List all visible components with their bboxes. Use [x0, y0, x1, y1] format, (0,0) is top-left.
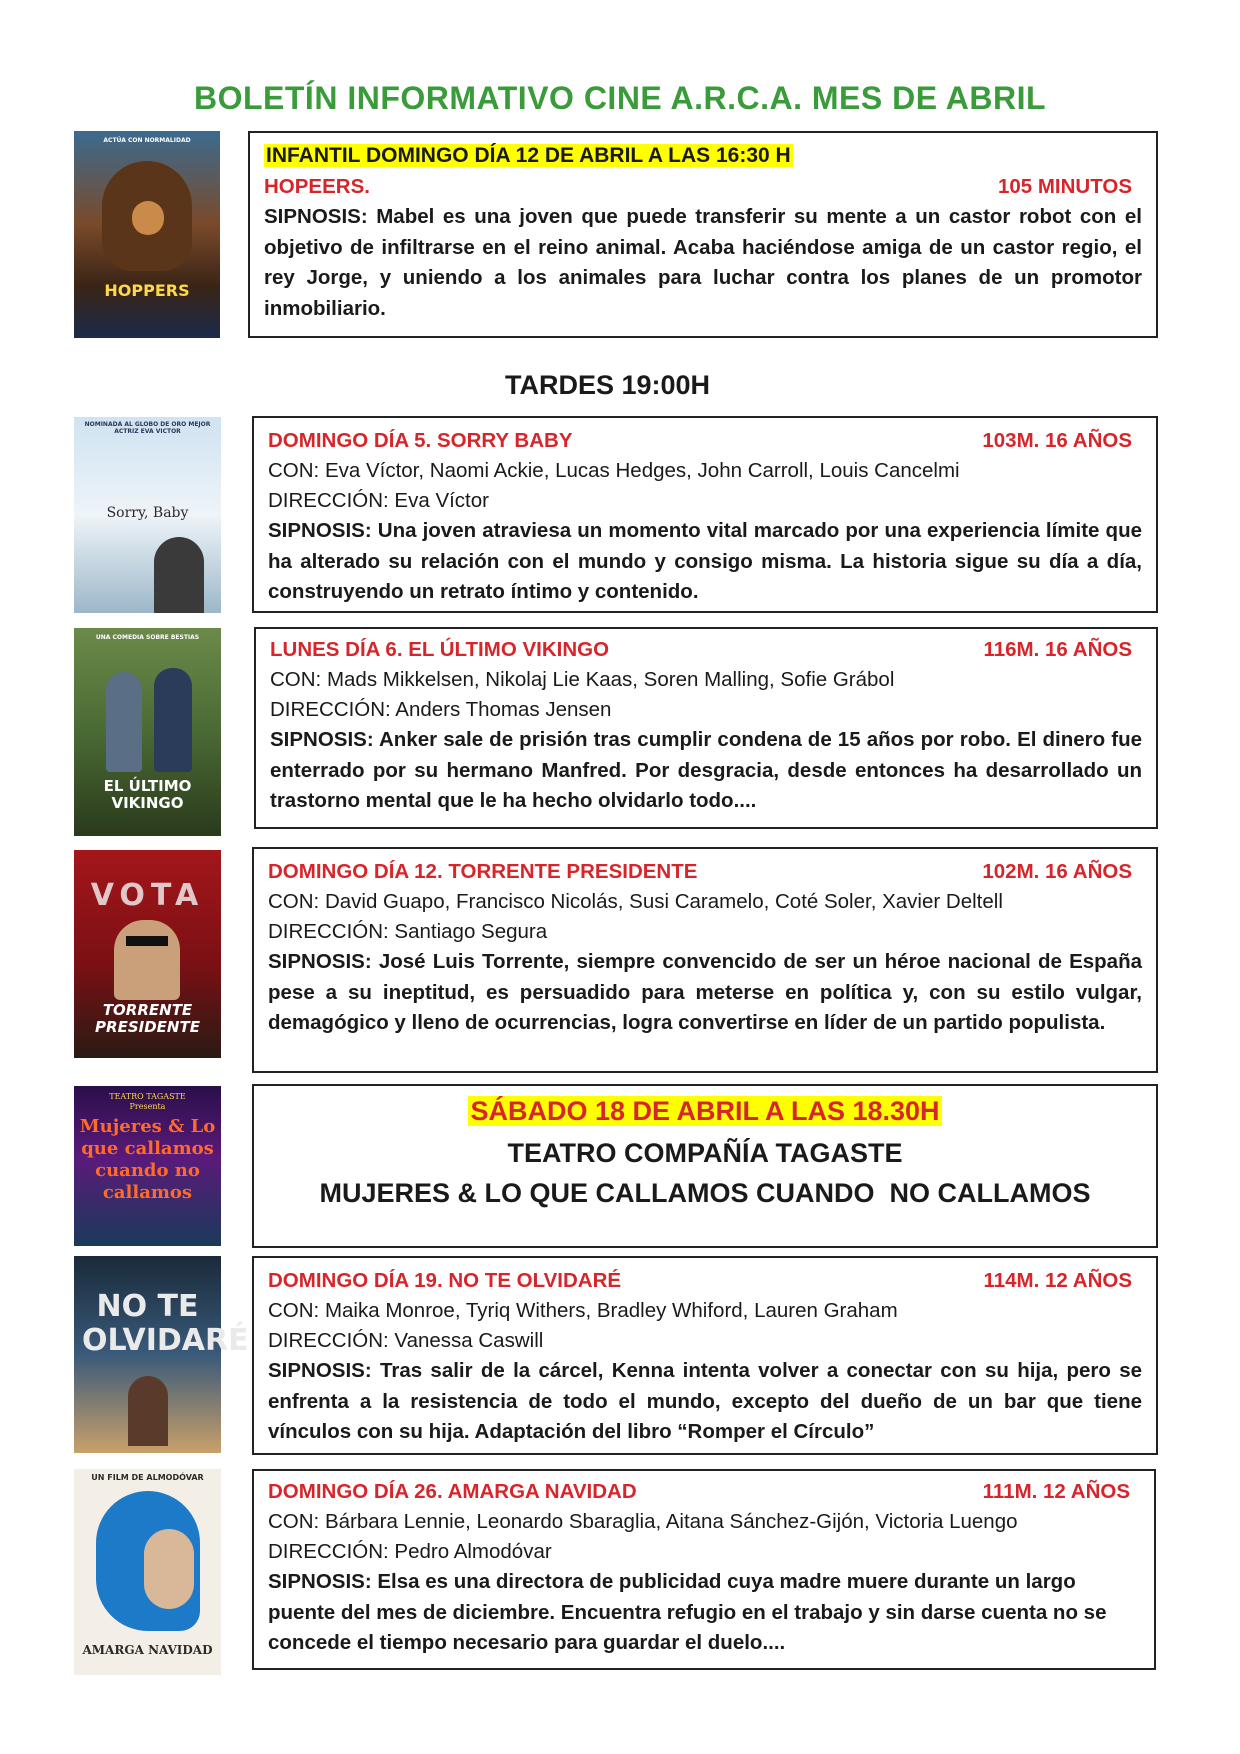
teatro-company: TEATRO COMPAÑÍA TAGASTE — [507, 1138, 903, 1168]
film-duration: 116M. 16 AÑOS — [983, 638, 1132, 661]
poster-title: EL ÚLTIMO VIKINGO — [103, 777, 192, 812]
poster-top-text: ACTÚA CON NORMALIDAD — [103, 137, 191, 144]
film-synopsis — [270, 725, 1142, 817]
synopsis-text: Mabel es una joven que puede transferir su mente a un castor robot con el objetivo de infiltrarse en el reino animal. Acaba haciéndose amiga de un castor regio, el rey Jorge, y uniendo a los animales para luchar contra los planes de un promotor inmobiliario. — [264, 205, 1142, 320]
film-box-torrente-presidente — [252, 847, 1158, 1073]
synopsis-label: SIPNOSIS: — [268, 950, 372, 973]
torrente-figure — [114, 920, 180, 1000]
infantil-film-title: HOPEERS. — [264, 175, 370, 198]
infantil-synopsis — [264, 202, 1142, 324]
poster-title: Sorry, Baby — [106, 505, 189, 521]
teatro-box — [252, 1084, 1158, 1248]
poster-hoppers — [74, 131, 220, 338]
poster-top-text: NOMINADA AL GLOBO DE ORO MEJOR ACTRIZ EVA VICTOR — [84, 421, 211, 435]
page-title: BOLETÍN INFORMATIVO CINE A.R.C.A. MES DE ABRIL — [193, 80, 1047, 116]
section-heading: TARDES 19:00H — [505, 370, 711, 400]
film-cast: CON: Eva Víctor, Naomi Ackie, Lucas Hedges, John Carroll, Louis Cancelmi — [268, 459, 960, 482]
film-direction: DIRECCIÓN: Eva Víctor — [268, 489, 489, 512]
film-box-el-ultimo-vikingo — [254, 627, 1158, 829]
synopsis-text: Tras salir de la cárcel, Kenna intenta volver a conectar con su hija, pero se enfrenta a la resistencia de todo el mundo, excepto del dueño de un bar que tiene vínculos con su hija. Adaptación del libro “Romper el Círculo” — [268, 1359, 1143, 1443]
synopsis-label: SIPNOSIS: — [264, 205, 368, 228]
face-portrait — [144, 1529, 194, 1609]
poster-torrente-presidente — [74, 850, 221, 1058]
synopsis-label: SIPNOSIS: — [268, 519, 372, 542]
poster-top-text: VOTA — [90, 878, 205, 913]
film-header: LUNES DÍA 6. EL ÚLTIMO VIKINGO — [270, 638, 610, 661]
film-box-no-te-olvidare — [252, 1256, 1158, 1455]
film-synopsis — [268, 1567, 1140, 1659]
film-cast: CON: David Guapo, Francisco Nicolás, Susi Caramelo, Coté Soler, Xavier Deltell — [268, 890, 1003, 913]
teatro-date: SÁBADO 18 DE ABRIL A LAS 18.30H — [470, 1096, 940, 1126]
infantil-box — [248, 131, 1158, 338]
poster-no-te-olvidare — [74, 1256, 249, 1453]
poster-sorry-baby — [74, 417, 221, 613]
synopsis-text: Anker sale de prisión tras cumplir condena de 15 años por robo. El dinero fue enterrado por su hermano Manfred. Por desgracia, desde entonces ha desarrollado un trastorno mental que le ha hecho olvidarlo todo.... — [270, 728, 1142, 812]
film-synopsis — [268, 1356, 1142, 1448]
poster-top-text: TEATRO TAGASTE Presenta — [109, 1092, 186, 1111]
poster-title: NO TE OLVIDARÉ — [82, 1289, 249, 1358]
film-cast: CON: Bárbara Lennie, Leonardo Sbaraglia, Aitana Sánchez-Gijón, Victoria Luengo — [268, 1510, 1018, 1533]
poster-amarga-navidad — [74, 1469, 221, 1675]
film-direction: DIRECCIÓN: Pedro Almodóvar — [268, 1540, 552, 1563]
infantil-duration: 105 MINUTOS — [997, 175, 1132, 198]
film-header: DOMINGO DÍA 5. SORRY BABY — [268, 429, 573, 452]
film-synopsis — [268, 516, 1142, 608]
poster-title: Mujeres & Lo que callamos cuando no callamos — [79, 1116, 216, 1203]
film-duration: 114M. 12 AÑOS — [983, 1269, 1132, 1292]
film-box-amarga-navidad — [252, 1469, 1156, 1670]
film-direction: DIRECCIÓN: Vanessa Caswill — [268, 1329, 544, 1352]
synopsis-text: Elsa es una directora de publicidad cuya madre muere durante un largo puente del mes de diciembre. Encuentra refugio en el trabajo y sin darse cuenta no se concede el tiempo necesario para guardar el duelo.... — [268, 1570, 1107, 1654]
poster-mujeres — [74, 1086, 221, 1246]
film-header: DOMINGO DÍA 26. AMARGA NAVIDAD — [268, 1480, 637, 1503]
poster-el-ultimo-vikingo — [74, 628, 221, 836]
film-direction: DIRECCIÓN: Santiago Segura — [268, 920, 548, 943]
film-direction: DIRECCIÓN: Anders Thomas Jensen — [270, 698, 612, 721]
film-box-sorry-baby — [252, 416, 1158, 613]
poster-top-text: UN FILM DE ALMODÓVAR — [91, 1473, 204, 1482]
synopsis-label: SIPNOSIS: — [270, 728, 374, 751]
beaver-face — [132, 201, 164, 235]
synopsis-label: SIPNOSIS: — [268, 1570, 372, 1593]
poster-title: HOPPERS — [104, 281, 190, 300]
film-synopsis — [268, 947, 1142, 1039]
film-header: DOMINGO DÍA 12. TORRENTE PRESIDENTE — [268, 860, 698, 883]
film-duration: 102M. 16 AÑOS — [982, 860, 1132, 883]
film-duration: 103M. 16 AÑOS — [982, 429, 1132, 452]
synopsis-label: SIPNOSIS: — [268, 1359, 372, 1382]
poster-top-text: UNA COMEDIA SOBRE BESTIAS — [95, 634, 200, 641]
couple-figure — [128, 1376, 168, 1446]
man-figure-right — [154, 668, 192, 772]
poster-title: AMARGA NAVIDAD — [82, 1643, 213, 1657]
film-duration: 111M. 12 AÑOS — [982, 1480, 1130, 1503]
poster-title: TORRENTE PRESIDENTE — [95, 1001, 200, 1036]
film-cast: CON: Maika Monroe, Tyriq Withers, Bradley Whiford, Lauren Graham — [268, 1299, 898, 1322]
man-figure-left — [106, 672, 142, 772]
synopsis-text: José Luis Torrente, siempre convencido de ser un héroe nacional de España pese a su ineptitud, es persuadido para meterse en política y, con su estilo vulgar, demagógico y lleno de ocurrencias, logra convertirse en líder de un partido populista. — [268, 950, 1142, 1034]
film-cast: CON: Mads Mikkelsen, Nikolaj Lie Kaas, Soren Malling, Sofie Grábol — [270, 668, 895, 691]
teatro-play: MUJERES & LO QUE CALLAMOS CUANDO NO CALLAMOS — [319, 1178, 1091, 1208]
film-header: DOMINGO DÍA 19. NO TE OLVIDARÉ — [268, 1269, 622, 1292]
sunglasses — [126, 936, 168, 946]
person-figure — [154, 537, 204, 613]
infantil-header: INFANTIL DOMINGO DÍA 12 DE ABRIL A LAS 16:30 H — [266, 144, 791, 167]
synopsis-text: Una joven atraviesa un momento vital marcado por una experiencia límite que ha alterado su relación con el mundo y consigo misma. La historia sigue su día a día, construyendo un retrato íntimo y contenido. — [268, 519, 1142, 603]
